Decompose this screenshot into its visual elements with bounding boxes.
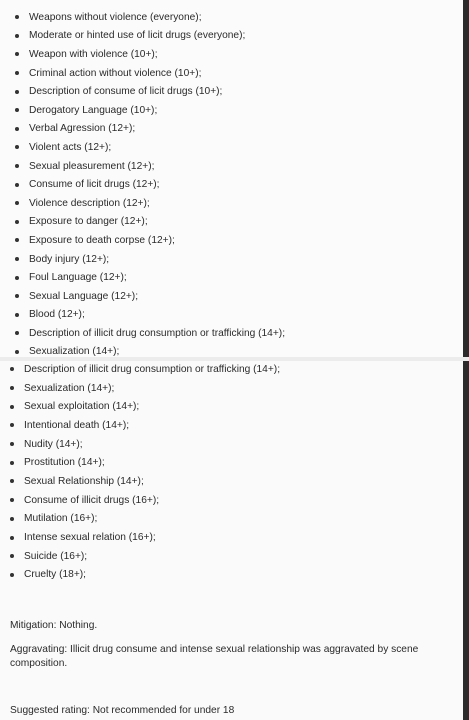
criteria-item-label: Nudity (14+); bbox=[24, 438, 83, 450]
criteria-item bbox=[15, 8, 285, 27]
bullet-icon bbox=[10, 423, 14, 427]
suggested-rating-text: Suggested rating: Not recommended for under 18 bbox=[10, 705, 235, 716]
criteria-item-label: Moderate or hinted use of licit drugs (everyone); bbox=[29, 30, 246, 42]
criteria-item bbox=[15, 82, 285, 101]
criteria-item-label: Exposure to danger (12+); bbox=[29, 216, 148, 228]
criteria-item-label: Prostitution (14+); bbox=[24, 457, 105, 469]
criteria-item bbox=[15, 343, 285, 362]
bullet-icon bbox=[10, 498, 14, 502]
criteria-item bbox=[10, 491, 280, 510]
criteria-item-label: Derogatory Language (10+); bbox=[29, 104, 158, 116]
mitigation-text: Mitigation: Nothing. bbox=[10, 620, 98, 631]
criteria-item-label: Exposure to death corpse (12+); bbox=[29, 234, 175, 246]
bullet-icon bbox=[15, 15, 19, 19]
bullet-icon bbox=[15, 183, 19, 187]
criteria-item-label: Body injury (12+); bbox=[29, 253, 110, 265]
bullet-icon bbox=[15, 127, 19, 131]
bullet-icon bbox=[10, 554, 14, 558]
bullet-icon bbox=[15, 108, 19, 112]
criteria-item-label: Sexualization (14+); bbox=[24, 382, 115, 394]
criteria-item bbox=[15, 101, 285, 120]
criteria-item bbox=[10, 453, 280, 472]
criteria-item-label: Violence description (12+); bbox=[29, 197, 150, 209]
criteria-item bbox=[10, 547, 280, 566]
criteria-item bbox=[15, 138, 285, 157]
criteria-item-label: Sexual Relationship (14+); bbox=[24, 475, 144, 487]
bullet-icon bbox=[15, 201, 19, 205]
criteria-item-label: Consume of illicit drugs (16+); bbox=[24, 494, 160, 506]
bullet-icon bbox=[15, 313, 19, 317]
criteria-item-label: Blood (12+); bbox=[29, 309, 85, 321]
criteria-item-label: Sexual exploitation (14+); bbox=[24, 401, 140, 413]
criteria-item-label: Description of illicit drug consumption or trafficking (14+); bbox=[24, 363, 281, 375]
criteria-item-label: Intense sexual relation (16+); bbox=[24, 532, 156, 544]
dark-edge-strip-bottom bbox=[463, 361, 469, 720]
bullet-icon bbox=[10, 573, 14, 577]
criteria-item bbox=[15, 157, 285, 176]
criteria-item bbox=[10, 416, 280, 435]
criteria-item bbox=[10, 472, 280, 491]
criteria-item-label: Weapon with violence (10+); bbox=[29, 48, 158, 60]
criteria-item bbox=[10, 435, 280, 454]
criteria-item bbox=[10, 379, 280, 398]
criteria-item-label: Sexual Language (12+); bbox=[29, 290, 139, 302]
bullet-icon bbox=[10, 405, 14, 409]
bullet-icon bbox=[15, 276, 19, 280]
criteria-item bbox=[10, 397, 280, 416]
criteria-item bbox=[10, 510, 280, 529]
criteria-item bbox=[15, 27, 285, 46]
criteria-list-top bbox=[15, 8, 285, 361]
criteria-item-label: Description of illicit drug consumption or trafficking (14+); bbox=[29, 327, 286, 339]
criteria-item bbox=[15, 175, 285, 194]
bullet-icon bbox=[15, 90, 19, 94]
bullet-icon bbox=[10, 479, 14, 483]
bullet-icon bbox=[15, 71, 19, 75]
bullet-icon bbox=[15, 350, 19, 354]
bullet-icon bbox=[15, 164, 19, 168]
criteria-item bbox=[15, 194, 285, 213]
criteria-item bbox=[15, 306, 285, 325]
bullet-icon bbox=[15, 52, 19, 56]
criteria-item bbox=[10, 528, 280, 547]
criteria-item-label: Foul Language (12+); bbox=[29, 272, 127, 284]
criteria-item bbox=[15, 287, 285, 306]
criteria-item-label: Mutilation (16+); bbox=[24, 513, 98, 525]
criteria-item-label: Verbal Agression (12+); bbox=[29, 123, 136, 135]
bullet-icon bbox=[10, 367, 14, 371]
criteria-item-label: Cruelty (18+); bbox=[24, 569, 86, 581]
dark-edge-strip-top bbox=[463, 0, 469, 357]
criteria-item bbox=[15, 213, 285, 232]
criteria-item-label: Sexualization (14+); bbox=[29, 346, 120, 358]
criteria-item-label: Consume of licit drugs (12+); bbox=[29, 179, 160, 191]
bullet-icon bbox=[15, 331, 19, 335]
criteria-item-label: Suicide (16+); bbox=[24, 550, 88, 562]
criteria-list-bottom bbox=[10, 360, 280, 584]
bullet-icon bbox=[15, 238, 19, 242]
criteria-item bbox=[15, 45, 285, 64]
bullet-icon bbox=[10, 386, 14, 390]
bullet-icon bbox=[15, 34, 19, 38]
criteria-item bbox=[15, 268, 285, 287]
bullet-icon bbox=[15, 257, 19, 261]
criteria-item-label: Weapons without violence (everyone); bbox=[29, 11, 202, 23]
bullet-icon bbox=[15, 145, 19, 149]
criteria-item bbox=[10, 566, 280, 585]
bullet-icon bbox=[10, 442, 14, 446]
bullet-icon bbox=[10, 461, 14, 465]
criteria-item bbox=[15, 64, 285, 83]
criteria-item-label: Criminal action without violence (10+); bbox=[29, 67, 202, 79]
aggravating-text: Aggravating: Illicit drug consume and intense sexual relationship was aggravated by scene composition. bbox=[10, 644, 419, 669]
criteria-item bbox=[15, 231, 285, 250]
bullet-icon bbox=[10, 536, 14, 540]
bullet-icon bbox=[10, 517, 14, 521]
bullet-icon bbox=[15, 294, 19, 298]
criteria-item bbox=[10, 360, 280, 379]
criteria-item bbox=[15, 120, 285, 139]
criteria-item-label: Intentional death (14+); bbox=[24, 419, 130, 431]
criteria-item bbox=[15, 324, 285, 343]
criteria-item bbox=[15, 250, 285, 269]
criteria-item-label: Violent acts (12+); bbox=[29, 141, 112, 153]
criteria-item-label: Description of consume of licit drugs (10+); bbox=[29, 86, 223, 98]
criteria-item-label: Sexual pleasurement (12+); bbox=[29, 160, 155, 172]
bullet-icon bbox=[15, 220, 19, 224]
